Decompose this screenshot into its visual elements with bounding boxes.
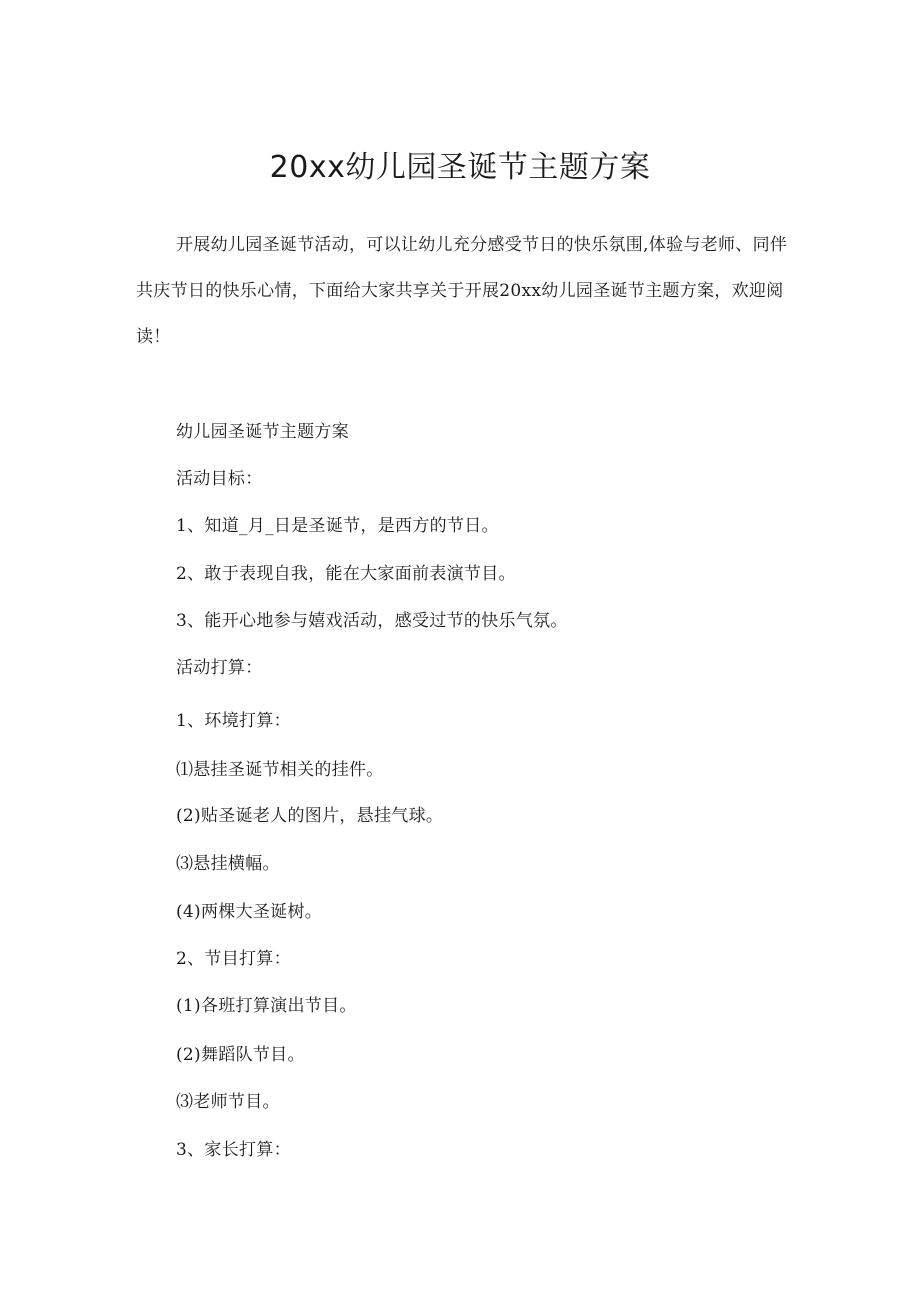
section-heading-preparation: 活动打算：: [176, 658, 263, 678]
program-subitem-2: (2)舞蹈队节目。: [176, 1045, 305, 1065]
prep-item-parents: 3、家长打算：: [176, 1140, 291, 1160]
intro-paragraph: 开展幼儿园圣诞节活动，可以让幼儿充分感受节日的快乐氛围,体验与老师、同伴共庆节日的快乐心情，下面给大家共享关于开展20xx幼儿园圣诞节主题方案，欢迎阅读！: [136, 235, 788, 347]
document-title: 20xx幼儿园圣诞节主题方案: [269, 150, 651, 185]
env-subitem-3: ⑶悬挂横幅。: [176, 854, 280, 874]
program-subitem-3: ⑶老师节目。: [176, 1092, 280, 1112]
section-heading-goals: 活动目标：: [176, 469, 263, 489]
goal-item-1: 1、知道_月_日是圣诞节，是西方的节日。: [176, 516, 499, 536]
prep-item-environment: 1、环境打算：: [176, 711, 291, 731]
env-subitem-4: (4)两棵大圣诞树。: [176, 902, 323, 922]
program-subitem-1: (1)各班打算演出节目。: [176, 996, 357, 1016]
goal-item-2: 2、敢于表现自我，能在大家面前表演节目。: [176, 564, 516, 584]
section-heading-plan: 幼儿园圣诞节主题方案: [176, 422, 349, 442]
env-subitem-2: (2)贴圣诞老人的图片，悬挂气球。: [176, 806, 444, 826]
goal-item-3: 3、能开心地参与嬉戏活动，感受过节的快乐气氛。: [176, 611, 568, 631]
env-subitem-1: ⑴悬挂圣诞节相关的挂件。: [176, 760, 384, 780]
prep-item-programs: 2、节目打算：: [176, 949, 291, 969]
